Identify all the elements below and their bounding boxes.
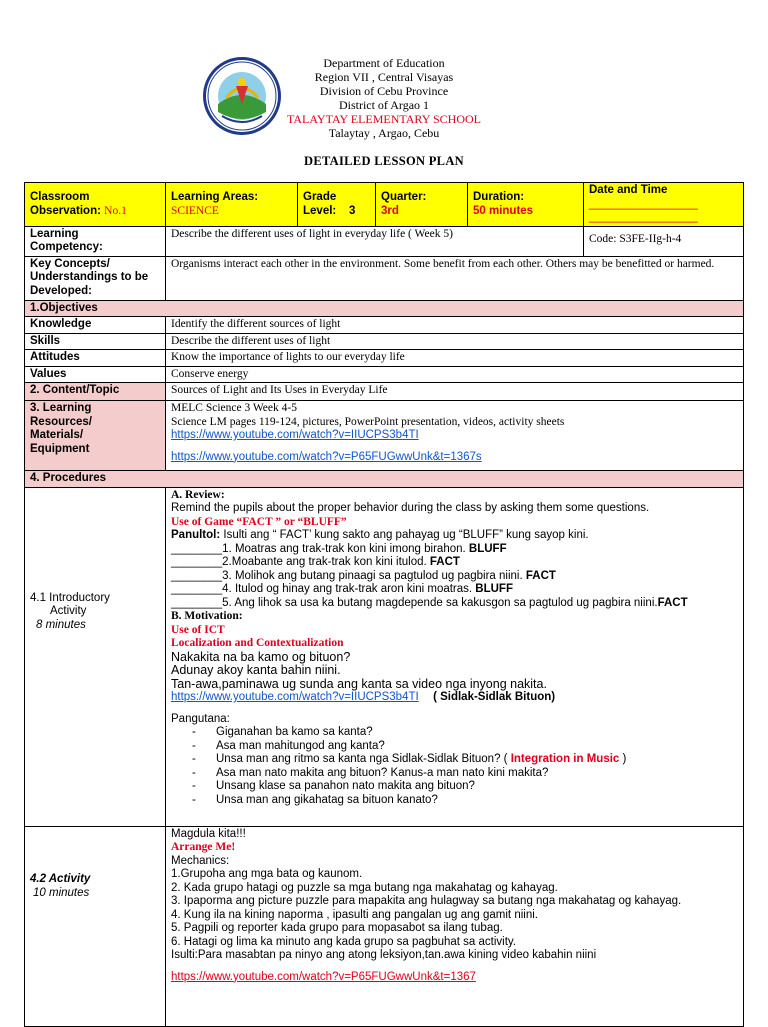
- school-address: Talaytay , Argao, Cebu: [328, 126, 440, 140]
- procedures-heading: 4. Procedures: [25, 471, 744, 488]
- question-item: - Asa man nato makita ang bituon? Kanus-a man nato kini makita?: [171, 767, 738, 781]
- content-text: Sources of Light and Its Uses in Everyday Life: [166, 383, 744, 401]
- learning-areas-cell: Learning Areas: SCIENCE: [166, 183, 298, 227]
- question-item: - Asa man mahitungod ang kanta?: [171, 740, 738, 754]
- objective-text: Describe the different uses of light: [166, 333, 744, 350]
- review-item: ________3. Molihok ang butang pinaagi sa pagtulod ug pagbira niini. FACT: [171, 569, 556, 582]
- key-concepts-text: Organisms interact each other in the environment. Some benefit from each other. Others may be benefitted or harmed.: [166, 256, 744, 300]
- objective-row: [25, 317, 744, 334]
- objective-label: Attitudes: [25, 350, 166, 367]
- review-item: ________5. Ang lihok sa usa ka butang magdepende sa kakusgon sa pagtulod ug pagbira niini.FACT: [171, 596, 688, 609]
- question-item: - Unsa man ang gikahatag sa bituon kanato?: [171, 794, 738, 808]
- competency-text: Describe the different uses of light in everyday life ( Week 5): [166, 226, 584, 256]
- introductory-activity-row: [25, 487, 744, 826]
- department-line: Department of Education: [323, 56, 445, 70]
- document-title: DETAILED LESSON PLAN: [304, 154, 464, 168]
- objective-label: Values: [25, 366, 166, 383]
- resources-text: MELC Science 3 Week 4-5 Science LM pages 119-124, pictures, PowerPoint presentation, videos, activity sheets https://www.youtube.com/watch?v=IIUCPS3b4TI https://www.youtube.com/watch?v=P65FUGwwUnk&t=1367s: [166, 401, 744, 471]
- question-list: [171, 726, 738, 807]
- introductory-content: A. Review: Remind the pupils about the proper behavior during the class by asking them some questions. Use of Game “FACT ” or “BLUFF” Panultol: Isulti ang “ FACT’ kung sakto ang pahayag ug “BLUFF” kung sayop kini. ________1. Moatras ang trak-trak kon kini imong birahon. BLUFF ________2.Moabante ang trak-trak kon kini itulod. FACT ________3. Molihok ang butang pinaagi sa pagtulod ug pagbira niini. FACT ________4. Itulod og hinay ang trak-trak aron kini moatras. BLUFF ________5. Ang lihok sa usa ka butang magdepende sa kakusgon sa pagtulod ug pagbira niini.FACT B. Motivation: Use of ICT Localization and Contextualization Nakakita na ba kamo og bituon? Adunay akoy kanta bahin niini. Tan-awa,paminawa ug sunda ang kanta sa video nga inyong nakita. https://www.youtube.com/watch?v=IIUCPS3b4TI ( Sidlak-Sidlak Bituon) Pangutana: - Giganahan ba kamo sa kanta? - Asa man mahitungod ang kanta? - Unsa man ang ritmo sa kanta nga Sidlak-Sidlak Bituon? ( Integration in Music ) - Asa man nato makita ang bituon? Kanus-a man nato kini makita? - Unsang klase sa panahon nato makita ang bituon? - Unsa man ang gikahatag sa bituon kanato?: [166, 487, 744, 826]
- procedures-heading-row: [25, 471, 744, 488]
- district-line: District of Argao 1: [338, 98, 430, 112]
- objective-label: Skills: [25, 333, 166, 350]
- introductory-label-cell: 4.1 Introductory Activity 8 minutes: [25, 487, 166, 826]
- activity-row: [25, 826, 744, 1026]
- mechanics-step: 5. Pagpili og reporter kada grupo para mopasabot sa ilang tubag.: [171, 922, 503, 934]
- duration-cell: Duration: 50 minutes: [468, 183, 584, 227]
- mechanics-step: Isulti:Para masabtan pa ninyo ang atong leksiyon,tan.awa kining video kabahin niini: [171, 949, 597, 961]
- lesson-plan-table: [24, 182, 744, 1027]
- grade-cell: Grade Level: 3: [298, 183, 376, 227]
- review-item: ________2.Moabante ang trak-trak kon kini itulod. FACT: [171, 556, 460, 568]
- objective-row: [25, 366, 744, 383]
- review-item: ________4. Itulod og hinay ang trak-trak aron kini moatras. BLUFF: [171, 583, 513, 595]
- header-row: [25, 183, 744, 227]
- competency-row: [25, 226, 744, 256]
- objective-row: [25, 350, 744, 367]
- song-video-link[interactable]: https://www.youtube.com/watch?v=IIUCPS3b4TI: [171, 691, 419, 703]
- key-concepts-row: [25, 256, 744, 300]
- activity-content: Magdula kita!!! Arrange Me! Mechanics: 1.Grupoha ang mga bata og kaunom. 2. Kada grupo hatagi og puzzle sa mga butang nga makahatag og kahayag. 3. Ipaporma ang picture puzzle para mapakita ang hulagway sa butang nga makahatag og kahayag. 4. Kung ila na kining naporma , ipasulti ang pangalan ug ang gamit niini. 5. Pagpili og reporter kada grupo para mopasabot sa ilang tubag. 6. Hatagi og lima ka minuto ang kada grupo sa pagbuhat sa activity. Isulti:Para masabtan pa ninyo ang atong leksiyon,tan.awa kining video kabahin niini https://www.youtube.com/watch?v=P65FUGwwUnk&t=1367: [166, 826, 744, 1026]
- objective-text: Identify the different sources of light: [166, 317, 744, 334]
- resources-label: 3. Learning Resources/ Materials/ Equipment: [25, 401, 166, 471]
- objective-text: Know the importance of lights to our everyday life: [166, 350, 744, 367]
- question-item: - Unsang klase sa panahon nato makita ang bituon?: [171, 780, 738, 794]
- review-item: ________1. Moatras ang trak-trak kon kini imong birahon. BLUFF: [171, 542, 507, 555]
- key-concepts-label: Key Concepts/ Understandings to be Developed:: [25, 256, 166, 300]
- region-line: Region VII , Central Visayas: [314, 70, 454, 84]
- question-item: - Giganahan ba kamo sa kanta?: [171, 726, 738, 740]
- mechanics-step: 4. Kung ila na kining naporma , ipasulti ang pangalan ug ang gamit niini.: [171, 908, 538, 921]
- mechanics-step: 2. Kada grupo hatagi og puzzle sa mga butang nga makahatag og kahayag.: [171, 881, 558, 894]
- classroom-cell: Classroom Observation: No.1: [25, 183, 166, 227]
- objective-label: Knowledge: [25, 317, 166, 334]
- mechanics-step: 1.Grupoha ang mga bata og kaunom.: [171, 868, 363, 880]
- competency-code: Code: S3FE-IIg-h-4: [584, 226, 744, 256]
- question-item: - Unsa man ang ritmo sa kanta nga Sidlak-Sidlak Bituon? ( Integration in Music ): [171, 753, 738, 767]
- objective-row: [25, 333, 744, 350]
- objective-text: Conserve energy: [166, 366, 744, 383]
- quarter-cell: Quarter: 3rd: [376, 183, 468, 227]
- activity-label-cell: 4.2 Activity 10 minutes: [25, 826, 166, 1026]
- activity-video-link[interactable]: https://www.youtube.com/watch?v=P65FUGwwUnk&t=1367: [171, 970, 476, 983]
- mechanics-step: 6. Hatagi og lima ka minuto ang kada grupo sa pagbuhat sa activity.: [171, 935, 516, 948]
- resource-link[interactable]: https://www.youtube.com/watch?v=IIUCPS3b4TI: [171, 429, 419, 441]
- division-line: Division of Cebu Province: [319, 84, 449, 98]
- date-time-cell: Date and Time _________________ _________________: [584, 183, 744, 227]
- content-label: 2. Content/Topic: [25, 383, 166, 401]
- mechanics-step: 3. Ipaporma ang picture puzzle para mapakita ang hulagway sa butang nga makahatag og kahayag.: [171, 895, 682, 907]
- school-name: TALAYTAY ELEMENTARY SCHOOL: [286, 112, 481, 126]
- school-header: [0, 56, 768, 140]
- content-row: [25, 383, 744, 401]
- objectives-heading: 1.Objectives: [25, 300, 744, 317]
- competency-label: Learning Competency:: [25, 226, 166, 256]
- resource-link[interactable]: https://www.youtube.com/watch?v=P65FUGwwUnk&t=1367s: [171, 450, 482, 463]
- objectives-heading-row: [25, 300, 744, 317]
- resources-row: [25, 401, 744, 471]
